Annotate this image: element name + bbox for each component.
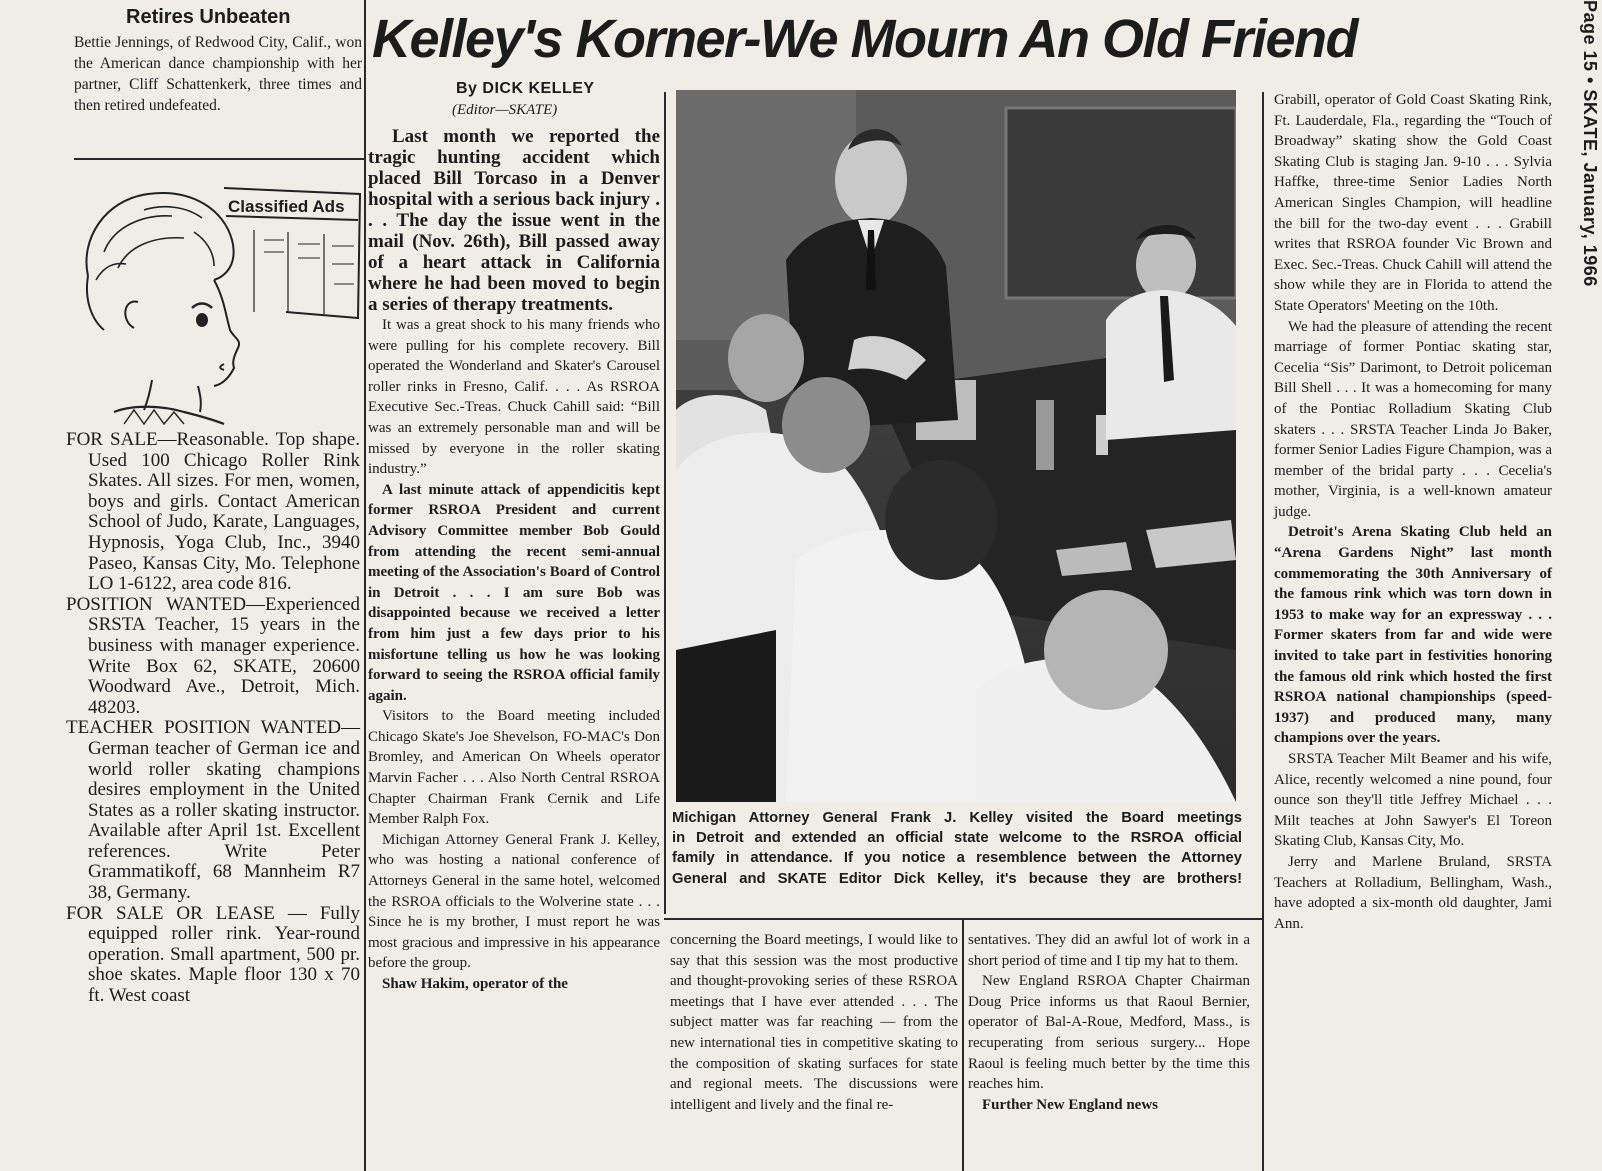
- classified-ad: POSITION WANTED—Experienced SRSTA Teacher, 15 years in the business with manager experience. Write Box 62, SKATE, 20600 Woodward Ave., Detroit, Mich. 48203.: [66, 593, 360, 718]
- paragraph: We had the pleasure of attending the recent marriage of former Pontiac skating star, Cecelia “Sis” Darimont, to Detroit policeman Bill Shell . . . It was a homecoming for many of the Pontiac Rolladium Skating Club skaters . . . SRSTA Teacher Linda Jo Baker, former Senior Ladies Figure Champion, was a member of the bridal party . . . Cecelia's mother, Virginia, is a well-known amateur judge.: [1274, 318, 1552, 520]
- paragraph: Shaw Hakim, operator of the: [382, 976, 568, 992]
- paragraph: SRSTA Teacher Milt Beamer and his wife, Alice, recently welcomed a nine pound, four ounce son they'll title Jeffrey Michael . . . Milt teaches at John Sawyer's El Toreon Skating Club, Kansas City, Mo.: [1274, 751, 1552, 850]
- photo-caption: [672, 808, 1242, 889]
- paragraph: Visitors to the Board meeting included Chicago Skate's Joe Shevelson, FO-MAC's Don Bromley, and American On Wheels operator Marvin Facher . . . Also North Central RSROA Chapter Chairman Frank Cernik and Life Member Ralph Fox.: [368, 708, 660, 828]
- paragraph: sentatives. They did an awful lot of work in a short period of time and I tip my hat to them.: [968, 932, 1250, 969]
- paragraph: concerning the Board meetings, I would like to say that this session was the most productive and thought-provoking series of these RSROA meetings that I have ever attended . . . The subject matter was far reaching — from the new international ties in competitive skating to the composition of skating surfaces for state and regional meets. The discussions were intelligent and lively and the final re-: [670, 932, 958, 1113]
- caption-line: family in attendance. If you notice a resemblence between the Attorney: [672, 850, 1242, 867]
- classified-ad: FOR SALE OR LEASE — Fully equipped roller rink. Year-round operation. Small apartment, 500 pr. shoe skates. Maple floor 130 x 70 ft. West coast: [66, 902, 360, 1007]
- paragraph: Jerry and Marlene Bruland, SRSTA Teachers at Rolladium, Bellingham, Wash., have adopted a six-month old daughter, Jami Ann.: [1274, 853, 1552, 932]
- paragraph: Michigan Attorney General Frank J. Kelley, who was hosting a national conference of Attorneys General in the same hotel, welcomed the RSROA officials to the Wolverine state . . . Since he is my brother, I must report he was most gracious and impressive in his appearance before the group.: [368, 831, 660, 972]
- paragraph: Grabill, operator of Gold Coast Skating Rink, Ft. Lauderdale, Fla., regarding the “Touch of Broadway” skating show the Gold Coast Skating Club is staging Jan. 9-10 . . . Sylvia Haffke, three-time Senior Ladies North American Singles Champion, will headline the bill for the two-day event . . . Grabill writes that RSROA founder Vic Brown and Exec. Sec.-Treas. Chuck Cahill will attend the show while they are in Florida to attend the State Operators' Meeting on the 10th.: [1274, 92, 1552, 314]
- byline: By DICK KELLEY: [456, 80, 595, 97]
- retires-heading: Retires Unbeaten: [126, 6, 291, 28]
- paragraph: New England RSROA Chapter Chairman Doug Price informs us that Raoul Bernier, operator of Bal-A-Roue, Medford, Mass., is recuperating from serious surgery... Hope Raoul is feeling much better by the time this reaches him.: [968, 973, 1250, 1093]
- girl-reading-illustration: [74, 180, 364, 425]
- classified-ads-illustration: [74, 180, 364, 425]
- paragraph: A last minute attack of appendicitis kept former RSROA President and current Advisory Committee member Bob Gould from attending the recent semi-annual meeting of the Association's Board of Control in Detroit . . . I am sure Bob was disappointed because we received a letter from him just a few days prior to his misfortune telling us how he was looking forward to seeing the RSROA official family again.: [368, 481, 660, 704]
- page-folio-text: Page 15 • SKATE, January, 1966: [1580, 0, 1600, 287]
- article-headline: Kelley's Korner-We Mourn An Old Friend: [372, 9, 1357, 69]
- board-meeting-photo: [676, 90, 1236, 802]
- paragraph: Detroit's Arena Skating Club held an “Arena Gardens Night” last month commemorating the 30th Anniversary of the famous rink which was torn down in 1953 to make way for an expressway . . . Former skaters from far and wide were invited to take part in festivities honoring the famous old rink which hosted the first RSROA national championships (speed-1937) and produced many, many champions over the years.: [1274, 524, 1552, 747]
- column-rule: [962, 918, 964, 1171]
- article-column-4: [1274, 90, 1552, 934]
- classified-ads-list: [66, 430, 360, 1007]
- classified-ad: FOR SALE—Reasonable. Top shape. Used 100 Chicago Roller Rink Skates. All sizes. For men, women, boys and girls. Contact American School of Judo, Karate, Languages, Hypnosis, Yoga Club, Inc., 3940 Paseo, Kansas City, Mo. Telephone LO 1-6122, area code 816.: [66, 429, 360, 595]
- section-rule: [74, 158, 364, 160]
- caption-line: in Detroit and extended an official state welcome to the RSROA official: [672, 830, 1242, 847]
- article-column-3: [968, 930, 1250, 1115]
- paragraph: Further New England news: [982, 1096, 1158, 1113]
- column-rule: [664, 92, 666, 914]
- article-column-1: [368, 126, 660, 995]
- retires-text: Bettie Jennings, of Redwood City, Calif., won the American dance championship with her partner, Cliff Schattenkerk, three times and then retired undefeated.: [74, 34, 362, 114]
- classified-ads-label: Classified Ads: [228, 197, 345, 216]
- page-folio: [1572, 0, 1602, 360]
- paragraph: It was a great shock to his many friends who were pulling for his complete recovery. Bill operated the Wonderland and Skater's Carousel roller rinks in Fresno, Calif. . . . As RSROA Executive Sec.-Treas. Chuck Cahill said: “Bill was an extremely personable man and will be missed by everyone in the roller skating industry.”: [368, 317, 660, 478]
- caption-rule: [664, 918, 1262, 920]
- meeting-photo: [676, 90, 1236, 802]
- caption-line: Michigan Attorney General Frank J. Kelley visited the Board meetings: [672, 810, 1242, 826]
- lead-paragraph: Last month we reported the tragic hunting accident which placed Bill Torcaso in a Denver hospital with a serious back injury . . . The day the issue went in the mail (Nov. 26th), Bill passed away of a heart attack in California where he had been moved to begin a series of therapy treatments.: [368, 126, 660, 315]
- column-rule: [364, 0, 366, 1171]
- classified-ad: TEACHER POSITION WANTED—German teacher of German ice and world roller skating champions desires employment in the United States as a roller skating instructor. Available after April 1st. Excellent references. Write Peter Grammatikoff, 68 Mannheim R7 38, Germany.: [66, 717, 360, 904]
- byline-title: (Editor—SKATE): [452, 102, 558, 118]
- caption-line: General and SKATE Editor Dick Kelley, it's because they are brothers!: [672, 870, 1242, 887]
- article-column-2: [670, 930, 958, 1115]
- column-rule: [1262, 92, 1264, 1171]
